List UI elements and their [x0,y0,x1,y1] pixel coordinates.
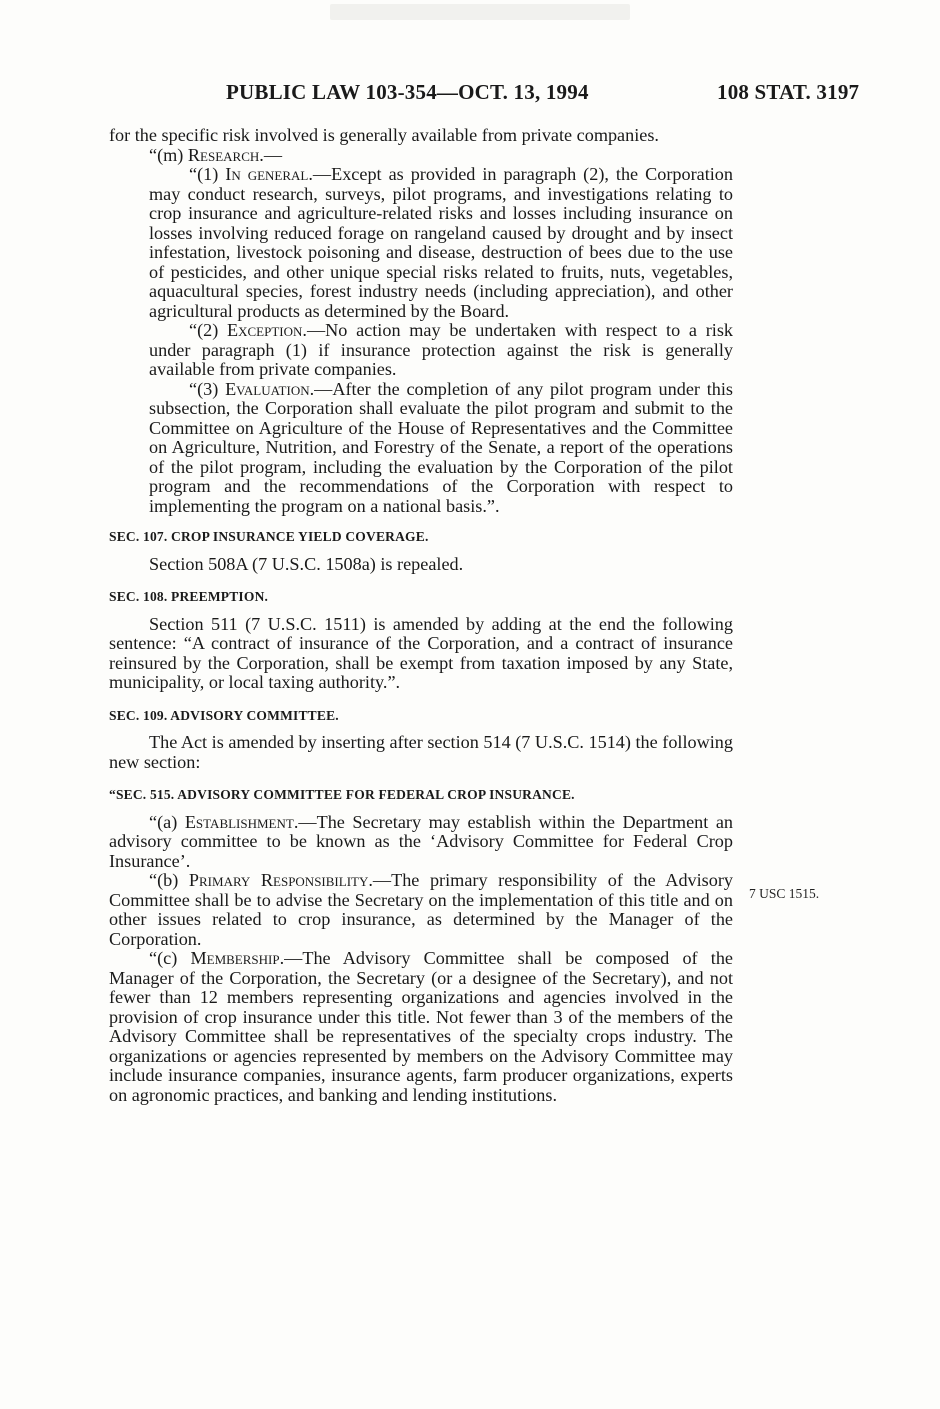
subsection-c-prefix: “(c) [149,948,191,968]
subsection-m-title: Research [187,144,260,165]
section-107-text: Section 508A (7 U.S.C. 1508a) is repealed. [149,553,464,574]
running-header [0,80,940,110]
opening-paragraph: for the specific risk involved is generally available from private companies. [109,125,659,145]
subsection-a-heading: Establishment [184,811,294,832]
section-107-heading: SEC. 107. CROP INSURANCE YIELD COVERAGE. [109,529,429,544]
subsection-m-suffix: .— [259,144,282,165]
subsection-m-prefix: “(m) [149,144,188,165]
paragraph-1-text: .—Except as provided in paragraph (2), the Corporation may conduct research, surveys, pilot programs, and investigations relating to crop insurance and agriculture-related risks and losses including insurance on losses involving reduced forage on rangeland caused by drought and by insect infestation, livestock poisoning and disease, destruction of bees due to the use of pesticides, and other unique special risks related to fruits, nuts, vegetables, aquacultural species, forest industry needs (including appreciation), and other agricultural products as determined by the Board. [149,164,733,321]
subsection-a [109,813,733,872]
paragraph-2-heading: Exception [227,320,303,340]
margin-note-usc: 7 USC 1515. [749,886,820,901]
section-108-text: Section 511 (7 U.S.C. 1511) is amended by adding at the end the following sentence: “A contract of insurance of the Corporation, and a contract of insurance reinsured by the Corporation, shall be exempt from taxation imposed by any State, municipality, or local taxing authority.”. [109,613,733,692]
section-109-heading: SEC. 109. ADVISORY COMMITTEE. [109,707,339,723]
paragraph-1 [149,165,733,321]
paragraph-1-prefix: “(1) [189,164,226,184]
subsection-c [109,949,733,1105]
paragraph-3-prefix: “(3) [189,378,226,399]
section-515-heading: “SEC. 515. ADVISORY COMMITTEE FOR FEDERAL CROP INSURANCE. [109,787,575,802]
paragraph-1-heading: In general [225,164,309,184]
subsection-b-text: .—The primary responsibility of the Advisory Committee shall be to advise the Secretary on the implementation of this title and on other issues related to crop insurance, as determined by the Manager of the Corporation. [109,870,734,949]
subsection-b-prefix: “(b) [149,870,189,890]
paragraph-2 [149,321,733,380]
subsection-a-prefix: “(a) [149,811,185,832]
paragraph-2-text: .—No action may be undertaken with respect to a risk under paragraph (1) if insurance protection against the risk is generally available from private companies. [149,320,733,379]
paragraph-3-heading: Evaluation [225,378,310,399]
subsection-b-heading: Primary Responsibility [188,870,369,890]
paragraph-2-prefix: “(2) [189,320,228,340]
paragraph-3 [149,380,733,517]
statute-page-number: 108 STAT. 3197 [717,80,860,104]
subsection-m-paragraphs [109,165,733,516]
body-text [109,126,733,1105]
subsection-c-heading: Membership [190,948,280,968]
paragraph-3-text: .—After the completion of any pilot program under this subsection, the Corporation shall evaluate the pilot program and submit to the Committee on Agriculture of the House of Representatives and the Committee on Agriculture, Nutrition, and Forestry of the Senate, a report of the operations of the pilot program, including the evaluation by the Corporation of the pilot program and the recommendations of the Corporation with respect to implementing the program on a national basis.”. [149,378,734,516]
section-109-text: The Act is amended by inserting after section 514 (7 U.S.C. 1514) the following new section: [109,732,733,772]
section-108-heading: SEC. 108. PREEMPTION. [109,589,269,604]
show-through-top [330,4,630,20]
subsection-c-text: .—The Advisory Committee shall be composed of the Manager of the Corporation, the Secretary (or a designee of the Secretary), and not fewer than 12 members representing organizations and agencies involved in the provision of crop insurance under this title. Not fewer than 3 of the members of the Advisory Committee shall be representatives of the specialty crops industry. The organizations or agencies represented by members on the Advisory Committee may include insurance companies, insurance agents, farm producer organizations, experts on agronomic practices, and banking and lending institutions. [109,948,734,1105]
subsection-a-text: .—The Secretary may establish within the Department an advisory committee to be known as the ‘Advisory Committee for Federal Crop Insurance’. [109,811,733,871]
subsection-b [109,871,733,949]
subsection-m-heading [109,146,733,166]
public-law-citation: PUBLIC LAW 103-354—OCT. 13, 1994 [226,80,589,104]
